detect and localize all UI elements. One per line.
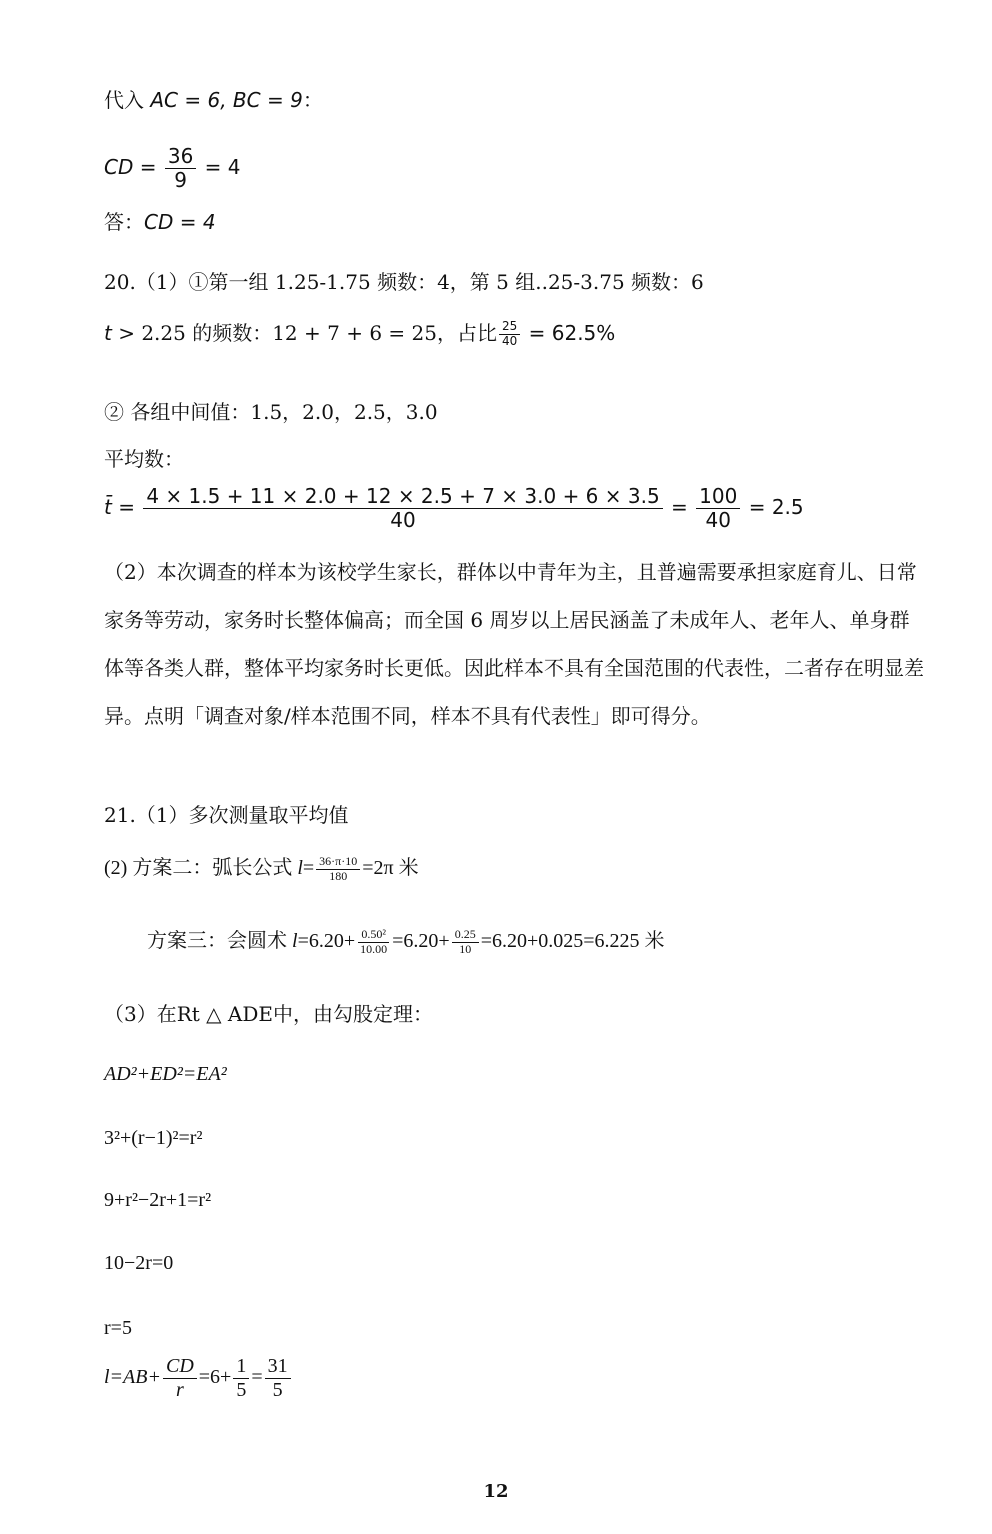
text: =6.20+ (392, 929, 450, 952)
numerator: 100 (696, 485, 740, 509)
math-expression: = 62.5% (522, 320, 616, 345)
numerator: 36 (165, 145, 196, 169)
numerator: 0.50² (358, 928, 389, 943)
fraction (357, 928, 390, 957)
denominator: 40 (390, 508, 416, 532)
equation-5: r=5 (104, 1317, 132, 1339)
numerator: 4 × 1.5 + 11 × 2.0 + 12 × 2.5 + 7 × 3.0 + 6 × 3.5 (143, 485, 662, 509)
fraction (316, 855, 360, 884)
math-variable: t (104, 320, 112, 345)
numerator: 36·π·10 (316, 855, 360, 870)
fraction (452, 928, 479, 957)
fraction (143, 485, 662, 532)
q20-part2-paragraph: （2）本次调查的样本为该校学生家长，群体以中青年为主，且普遍需要承担家庭育儿、日常家务等劳动，家务时长整体偏高；而全国 6 周岁以上居民涵盖了未成年人、老年人、单身群体等各类人群，整体平均家务时长更低。因此样本不具有全国范围的代表性，二者存在明显差异。点明「调查对象/样本范围不同，样本不具有代表性」即可得分。 (104, 560, 924, 728)
fraction (163, 1355, 197, 1402)
math-expression: = (664, 495, 695, 519)
text: =6+ (198, 1366, 232, 1389)
numerator: 0.25 (452, 928, 479, 943)
numerator: 25 (499, 320, 520, 335)
text: 代入 (104, 88, 151, 112)
fraction (499, 320, 520, 349)
q20-midvalues-line: ② 各组中间值：1.5，2.0，2.5，3.0 (104, 400, 438, 424)
numerator: 1 (233, 1355, 249, 1379)
math-expression: AC = 6, BC = 9 (150, 88, 303, 112)
numerator: CD (163, 1355, 197, 1379)
q21-plan3-line (147, 928, 665, 957)
denominator: 180 (329, 868, 348, 883)
denominator: 9 (174, 168, 187, 192)
equation-1: AD²+ED²=EA² (104, 1063, 227, 1085)
equation-3: 9+r²−2r+1=r² (104, 1189, 212, 1211)
q20-part1-line: 20.（1）①第一组 1.25-1.75 频数：4，第 5 组..25-3.75 频数：6 (104, 270, 704, 294)
text: ： (302, 88, 323, 112)
text: =6.20+ (297, 929, 356, 952)
text: > 2.25 的频数：12 + 7 + 6 = 25，占比 (111, 320, 497, 345)
text: (2) 方案二：弧长公式 (104, 856, 298, 879)
page-number: 12 (483, 1481, 509, 1502)
math-expression: t̄ = (104, 495, 142, 519)
math-variable: l (292, 929, 298, 952)
q20-ratio-line (104, 320, 615, 349)
fraction (165, 145, 196, 192)
fraction (696, 485, 740, 532)
q20-mean-label: 平均数： (104, 447, 184, 471)
equation-2: 3²+(r−1)²=r² (104, 1127, 203, 1149)
cd-equation (104, 145, 241, 192)
q21-part1-line: 21.（1）多次测量取平均值 (104, 803, 349, 827)
text: =6.20+0.025=6.225 米 (480, 929, 665, 952)
math-expression: = 2.5 (742, 495, 804, 519)
q21-plan2-line (104, 855, 419, 884)
text: = (302, 856, 315, 879)
mean-equation (104, 485, 804, 532)
denominator: 40 (705, 508, 731, 532)
q21-part3-line: （3）在Rt △ ADE中，由勾股定理： (104, 1002, 433, 1026)
numerator: 31 (265, 1355, 291, 1379)
denominator: 5 (272, 1379, 283, 1401)
text: = (251, 1366, 263, 1389)
equation-4: 10−2r=0 (104, 1252, 174, 1274)
fraction (265, 1355, 291, 1402)
math-expression: CD = (104, 155, 163, 179)
math-expression: CD = 4 (144, 210, 216, 234)
math-variable: l (297, 856, 303, 879)
equation-6 (104, 1355, 293, 1402)
denominator: 10.00 (360, 941, 388, 956)
denominator: 5 (236, 1379, 247, 1401)
text: 答： (104, 210, 144, 234)
denominator: 10 (459, 941, 472, 956)
text: 方案三：会圆术 (147, 929, 292, 952)
text: l=AB+ (104, 1366, 161, 1389)
denominator: 40 (501, 333, 518, 348)
substitution-line (104, 88, 323, 112)
text: =2π 米 (362, 856, 419, 879)
fraction (233, 1355, 249, 1402)
answer-line (104, 210, 216, 234)
math-expression: = 4 (198, 155, 241, 179)
denominator: r (175, 1379, 184, 1401)
